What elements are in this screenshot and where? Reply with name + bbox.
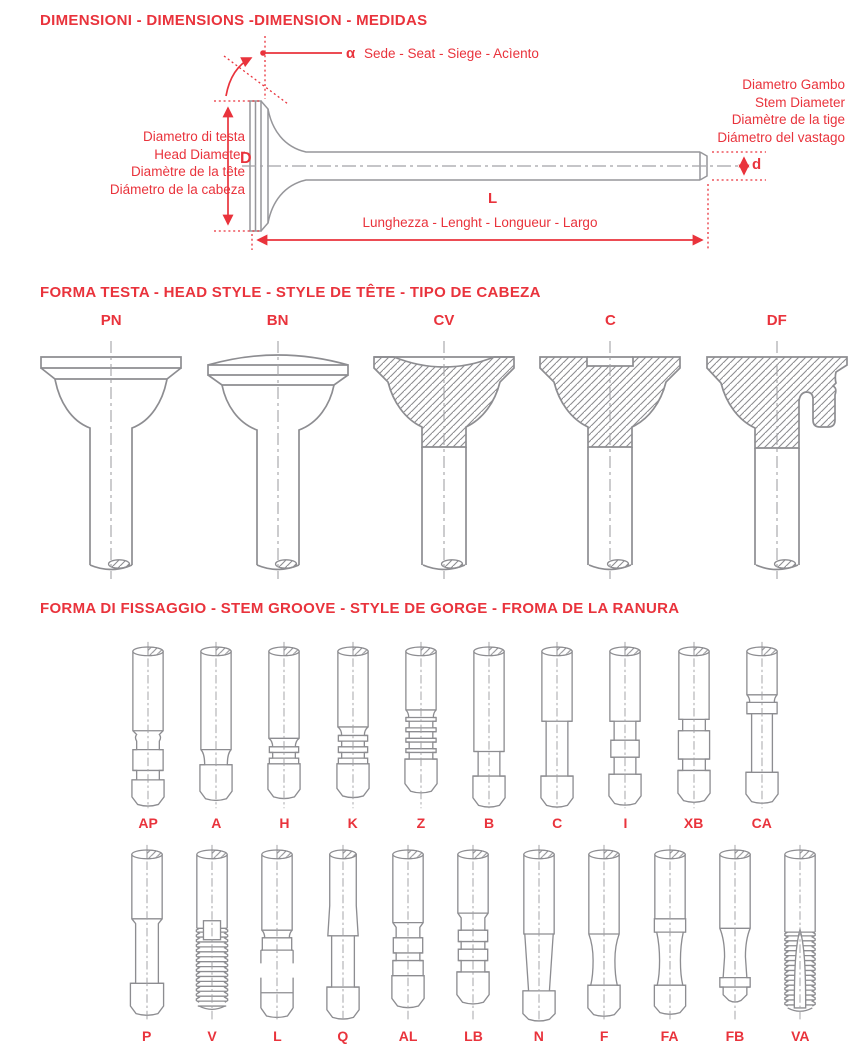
head-diameter-line-en: Head Diameter (154, 146, 245, 162)
stem-groove-drawing-B (458, 640, 520, 812)
seat-label: Sede - Seat - Siege - Acìento (364, 46, 539, 61)
head-style-code: DF (766, 312, 787, 329)
stem-groove-item-AL (375, 843, 440, 1044)
stem-groove-item-H (250, 640, 318, 831)
stem-groove-code: K (347, 815, 358, 831)
stem-diameter-label (645, 76, 845, 146)
stem-groove-item-FB (702, 843, 767, 1044)
stem-groove-drawing-FA (639, 843, 701, 1025)
dimensions-section-title: DIMENSIONI - DIMENSIONS -DIMENSION - MEDIDAS (40, 12, 428, 29)
stem-groove-drawing-AL (377, 843, 439, 1025)
stem-groove-row-2 (114, 843, 833, 1044)
stem-groove-item-V (179, 843, 244, 1044)
stem-groove-code: AP (138, 815, 158, 831)
stem-groove-item-P (114, 843, 179, 1044)
stem-groove-code: AL (398, 1028, 418, 1044)
stem-groove-code: B (483, 815, 495, 831)
head-style-drawing-DF (695, 335, 859, 585)
stem-groove-drawing-Z (390, 640, 452, 812)
head-style-drawing-C (528, 335, 692, 585)
stem-groove-code: CA (751, 815, 772, 831)
stem-groove-code: Q (337, 1028, 349, 1044)
head-style-item-C (527, 312, 693, 585)
stem-groove-drawing-F (573, 843, 635, 1025)
dim-letter-D: D (240, 150, 252, 167)
head-style-section-title: FORMA TESTA - HEAD STYLE - STYLE DE TÊTE - TIPO DE CABEZA (40, 284, 541, 301)
stem-groove-drawing-C (526, 640, 588, 812)
stem-groove-code: L (273, 1028, 282, 1044)
stem-groove-code: XB (683, 815, 704, 831)
head-diameter-line-es: Diámetro de la cabeza (109, 181, 245, 197)
dim-letter-alpha: α (346, 45, 356, 62)
stem-groove-code: VA (791, 1028, 810, 1044)
stem-groove-drawing-AP (117, 640, 179, 812)
stem-groove-drawing-CA (731, 640, 793, 812)
head-style-code: CV (433, 312, 455, 329)
stem-groove-item-CA (728, 640, 796, 831)
stem-groove-item-A (182, 640, 250, 831)
stem-groove-drawing-I (594, 640, 656, 812)
stem-groove-drawing-LB (442, 843, 504, 1025)
head-style-drawing-BN (196, 335, 360, 585)
stem-groove-item-XB (660, 640, 728, 831)
stem-groove-drawing-FB (704, 843, 766, 1025)
stem-groove-code: F (599, 1028, 609, 1044)
stem-groove-code: FA (660, 1028, 679, 1044)
head-style-item-BN (194, 312, 360, 585)
stem-groove-drawing-L (246, 843, 308, 1025)
stem-groove-drawing-V (181, 843, 243, 1025)
stem-groove-code: P (142, 1028, 152, 1044)
stem-groove-item-K (319, 640, 387, 831)
head-style-item-DF (694, 312, 860, 585)
stem-groove-item-F (572, 843, 637, 1044)
stem-groove-item-N (506, 843, 571, 1044)
head-style-item-PN (28, 312, 194, 585)
head-diameter-line-it: Diametro di testa (142, 129, 245, 144)
stem-groove-code: I (623, 815, 628, 831)
length-label: Lunghezza - Lenght - Longueur - Largo (362, 215, 598, 230)
stem-groove-item-C (523, 640, 591, 831)
stem-groove-item-Z (387, 640, 455, 831)
stem-groove-code: LB (464, 1028, 483, 1044)
stem-diameter-line-it: Diametro Gambo (742, 77, 845, 92)
stem-diameter-line-es: Diámetro del vastago (717, 129, 845, 145)
stem-groove-item-I (591, 640, 659, 831)
head-diameter-label (40, 128, 245, 198)
dim-letter-d: d (752, 156, 762, 173)
stem-groove-item-B (455, 640, 523, 831)
head-style-code: C (604, 312, 616, 329)
head-style-row (28, 312, 860, 585)
dim-letter-L: L (488, 190, 498, 207)
stem-groove-code: FB (725, 1028, 745, 1044)
stem-groove-drawing-XB (663, 640, 725, 812)
head-style-code: BN (266, 312, 289, 329)
stem-diameter-line-en: Stem Diameter (754, 94, 845, 110)
stem-groove-item-Q (310, 843, 375, 1044)
stem-groove-item-VA (768, 843, 833, 1044)
stem-groove-drawing-K (322, 640, 384, 812)
head-style-item-CV (361, 312, 527, 585)
head-style-drawing-CV (362, 335, 526, 585)
stem-groove-drawing-A (185, 640, 247, 812)
stem-groove-code: N (533, 1028, 544, 1044)
stem-groove-code: V (207, 1028, 217, 1044)
stem-groove-drawing-P (116, 843, 178, 1025)
stem-groove-drawing-N (508, 843, 570, 1025)
stem-groove-section-title: FORMA DI FISSAGGIO - STEM GROOVE - STYLE DE GORGE - FROMA DE LA RANURA (40, 600, 680, 617)
head-style-code: PN (100, 312, 122, 329)
stem-groove-code: C (552, 815, 563, 831)
stem-groove-item-L (245, 843, 310, 1044)
stem-groove-drawing-VA (769, 843, 831, 1025)
stem-diameter-line-fr: Diamètre de la tige (731, 112, 845, 127)
stem-groove-drawing-Q (312, 843, 374, 1025)
dim-arc-alpha (226, 58, 251, 96)
stem-groove-item-FA (637, 843, 702, 1044)
stem-groove-code: A (211, 815, 222, 831)
stem-groove-code: H (279, 815, 290, 831)
stem-groove-code: Z (416, 815, 426, 831)
stem-groove-row-1 (114, 640, 796, 831)
stem-groove-drawing-H (253, 640, 315, 812)
stem-groove-item-AP (114, 640, 182, 831)
head-diameter-line-fr: Diamètre de la tête (130, 164, 245, 179)
head-style-drawing-PN (29, 335, 193, 585)
stem-groove-item-LB (441, 843, 506, 1044)
